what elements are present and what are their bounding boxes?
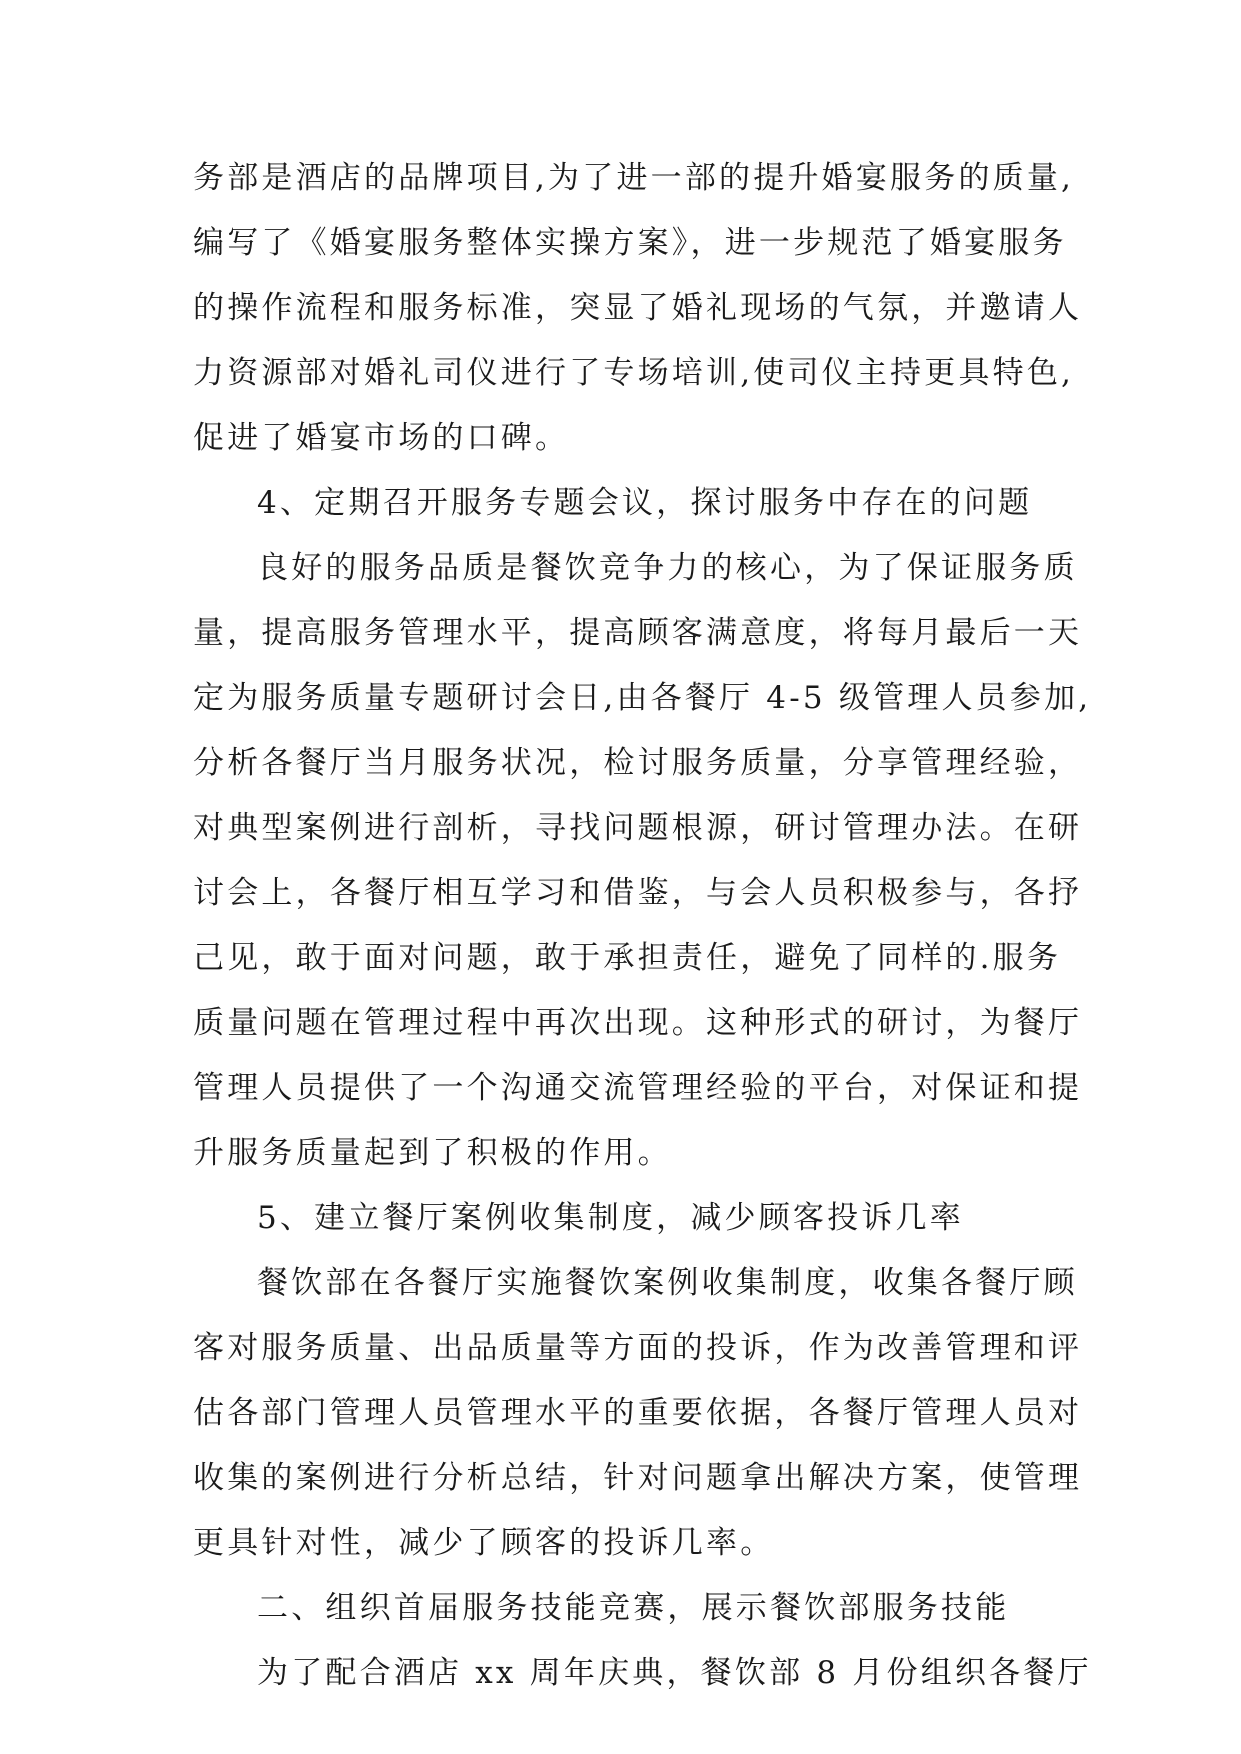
paragraph-line: 客对服务质量、出品质量等方面的投诉，作为改善管理和评	[193, 1330, 1083, 1366]
paragraph-line: 对典型案例进行剖析，寻找问题根源，研讨管理办法。在研	[193, 810, 1083, 846]
paragraph-line: 编写了《婚宴服务整体实操方案》，进一步规范了婚宴服务	[193, 225, 1067, 261]
paragraph-line: 质量问题在管理过程中再次出现。这种形式的研讨，为餐厅	[193, 1005, 1083, 1041]
paragraph-line: 的操作流程和服务标准，突显了婚礼现场的气氛，并邀请人	[193, 290, 1083, 326]
paragraph-line: 促进了婚宴市场的口碑。	[193, 420, 570, 456]
paragraph-line: 务部是酒店的品牌项目,为了进一部的提升婚宴服务的质量,	[193, 160, 1075, 196]
paragraph-line-indented: 二、组织首届服务技能竞赛，展示餐饮部服务技能	[257, 1590, 1010, 1626]
paragraph-line: 分析各餐厅当月服务状况，检讨服务质量，分享管理经验，	[193, 745, 1083, 781]
paragraph-line-indented: 5、建立餐厅案例收集制度，减少顾客投诉几率	[257, 1200, 964, 1236]
paragraph-line: 己见，敢于面对问题，敢于承担责任，避免了同样的.服务	[193, 940, 1062, 976]
paragraph-line: 估各部门管理人员管理水平的重要依据，各餐厅管理人员对	[193, 1395, 1083, 1431]
paragraph-line: 力资源部对婚礼司仪进行了专场培训,使司仪主持更具特色,	[193, 355, 1075, 391]
paragraph-line: 更具针对性，减少了顾客的投诉几率。	[193, 1525, 775, 1561]
paragraph-line-indented: 为了配合酒店 xx 周年庆典，餐饮部 8 月份组织各餐厅	[257, 1655, 1092, 1691]
paragraph-line: 管理人员提供了一个沟通交流管理经验的平台，对保证和提	[193, 1070, 1083, 1106]
paragraph-line: 量，提高服务管理水平，提高顾客满意度，将每月最后一天	[193, 615, 1083, 651]
document-body	[193, 146, 1092, 1706]
paragraph-line: 收集的案例进行分析总结，针对问题拿出解决方案，使管理	[193, 1460, 1083, 1496]
paragraph-line-indented: 良好的服务品质是餐饮竞争力的核心，为了保证服务质	[257, 550, 1078, 586]
paragraph-line-indented: 4、定期召开服务专题会议，探讨服务中存在的问题	[257, 485, 1033, 521]
paragraph-line: 讨会上，各餐厅相互学习和借鉴，与会人员积极参与，各抒	[193, 875, 1083, 911]
paragraph-line: 定为服务质量专题研讨会日,由各餐厅 4-5 级管理人员参加,	[193, 680, 1092, 716]
paragraph-line-indented: 餐饮部在各餐厅实施餐饮案例收集制度，收集各餐厅顾	[257, 1265, 1078, 1301]
paragraph-line: 升服务质量起到了积极的作用。	[193, 1135, 672, 1171]
